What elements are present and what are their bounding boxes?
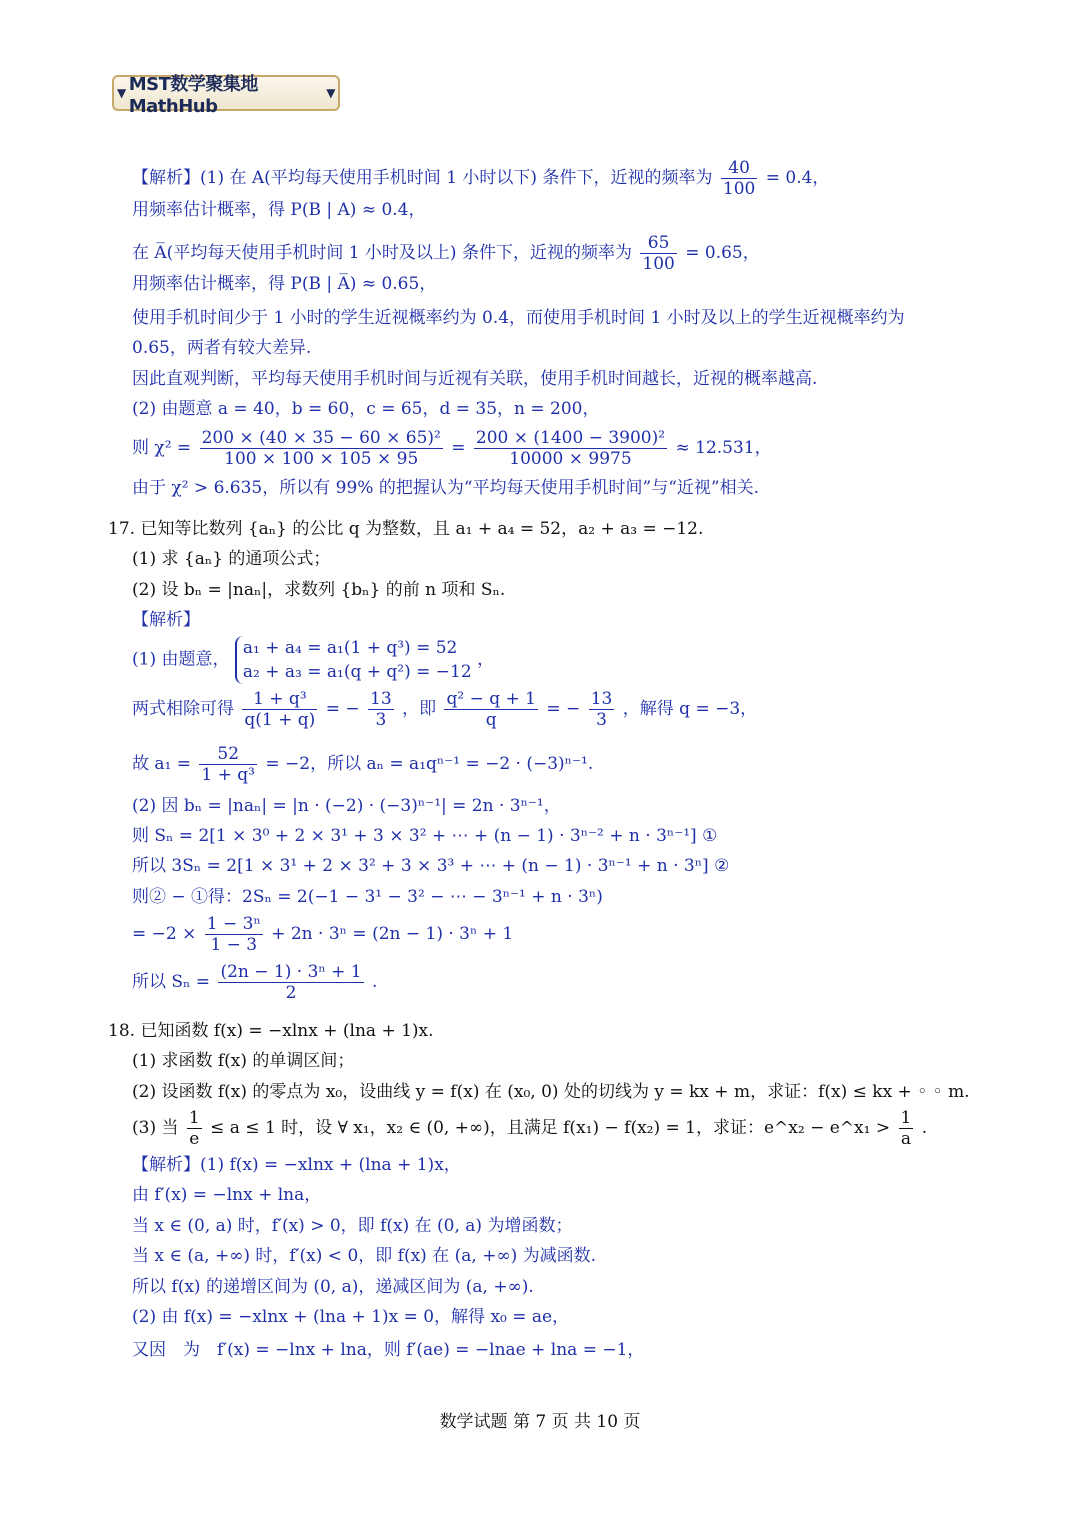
fraction [368,689,394,730]
text: = − [325,699,360,719]
q18-sol-line1: 【解析】(1) f(x) = −xlnx + (lna + 1)x， [132,1155,461,1175]
q18-title: 18. 已知函数 f(x) = −xlnx + (lna + 1)x. [108,1021,434,1041]
text: ，解得 q = −3， [622,699,758,719]
text: ≤ a ≤ 1 时，设 ∀ x₁，x₂ ∈ (0, +∞)，且满足 f(x₁) − f(x₂) = 1，求证：e^x₂ − e^x₁ > [210,1118,891,1138]
fraction [640,233,676,274]
sol16-line8: (2) 由题意 a = 40，b = 60，c = 65，d = 35，n = 200， [132,399,600,419]
triangle-down-icon: ▼ [326,86,335,100]
numerator: 200 × (1400 − 3900)² [475,428,666,448]
denominator: q [485,710,497,730]
logo-text: MST数学聚集地MathHub [128,73,258,117]
q17-part2: (2) 设 bₙ = |naₙ|，求数列 {bₙ} 的前 n 项和 Sₙ. [132,580,506,600]
numerator: 13 [590,689,613,709]
q17-sol-line6: 所以 3Sₙ = 2[1 × 3¹ + 2 × 3² + 3 × 3³ + ⋯ + (n − 1) · 3ⁿ⁻¹ + n · 3ⁿ] ② [132,856,730,876]
q18-sol-line2: 由 f′(x) = −lnx + lna， [132,1185,322,1205]
q18-sol-line4: 当 x ∈ (a, +∞) 时，f′(x) < 0，即 f(x) 在 (a, +∞) 为减函数. [132,1246,597,1266]
q18-part1: (1) 求函数 f(x) 的单调区间； [132,1051,355,1071]
sol16-line5: 使用手机时间少于 1 小时的学生近视概率约为 0.4，而使用手机时间 1 小时及以上的学生近视概率约为 [132,308,905,328]
text: ， [477,649,495,670]
denominator: 100 [642,254,675,274]
fraction [218,962,363,1003]
page-footer: 数学试题 第 7 页 共 10 页 [439,1412,641,1432]
q17-sol-line2 [132,689,757,730]
numerator: 13 [370,689,392,709]
text: = [451,438,466,458]
fraction [474,428,667,469]
q18-sol-line6: (2) 由 f(x) = −xlnx + (lna + 1)x = 0，解得 x₀ = ae， [132,1307,570,1327]
fraction [242,689,317,730]
sol16-line6: 0.65，两者有较大差异. [132,338,312,358]
mathhub-logo [112,73,340,117]
fraction [899,1108,914,1149]
q17-part1: (1) 求 {aₙ} 的通项公式； [132,549,331,569]
text: 故 a₁ = [132,754,192,774]
q17-sol-line7: 则② − ①得：2Sₙ = 2(−1 − 3¹ − 3² − ⋯ − 3ⁿ⁻¹ + n · 3ⁿ) [132,887,603,907]
q17-sol-line5: 则 Sₙ = 2[1 × 3⁰ + 2 × 3¹ + 3 × 3² + ⋯ + (n − 1) · 3ⁿ⁻² + n · 3ⁿ⁻¹] ① [132,826,718,846]
denominator: a [900,1129,911,1149]
text: 所以 Sₙ = [132,972,211,992]
text: ≈ 12.531， [675,438,772,458]
numerator: 1 [188,1108,200,1128]
denominator: 100 [722,179,756,199]
sol16-line4: 用频率估计概率，得 P(B | A̅) ≈ 0.65， [132,274,437,294]
text: . [921,1118,928,1138]
sol16-line1 [132,158,829,199]
text: = 0.65， [685,243,760,263]
fraction [205,914,263,955]
fraction [199,744,257,785]
numerator: 1 [900,1108,912,1128]
numerator: 1 + q³ [242,689,317,710]
fraction [589,689,615,730]
sol16-line9 [132,428,772,469]
q18-part2: (2) 设函数 f(x) 的零点为 x₀，设曲线 y = f(x) 在 (x₀, 0) 处的切线为 y = kx + m，求证：f(x) ≤ kx + ◦ ◦ m. [132,1082,970,1102]
text: = −2 × [132,924,197,944]
text: 则 χ² = [132,438,192,458]
denominator: e [189,1129,200,1149]
fraction [187,1108,202,1149]
text: ，即 [402,699,437,719]
text: = 0.4， [765,168,830,188]
numerator: 65 [640,233,676,254]
text: = −2，所以 aₙ = a₁qⁿ⁻¹ = −2 · (−3)ⁿ⁻¹. [265,754,594,774]
sol16-line3 [132,233,760,274]
q17-sol-line4: (2) 因 bₙ = |naₙ| = |n · (−2) · (−3)ⁿ⁻¹| = 2n · 3ⁿ⁻¹， [132,796,561,816]
denominator: 1 − 3 [210,935,258,955]
equation-system [235,636,472,684]
q18-sol-line7: 又因 为 f′(x) = −lnx + lna，则 f′(ae) = −lnae + lna = −1， [132,1340,645,1360]
text: 两式相除可得 [132,699,234,719]
numerator: (2n − 1) · 3ⁿ + 1 [220,962,362,982]
text: + 2n · 3ⁿ = (2n − 1) · 3ⁿ + 1 [271,924,514,944]
numerator: 1 − 3ⁿ [206,914,261,934]
q17-sol-label: 【解析】 [132,610,200,630]
text: (3) 当 [132,1118,179,1138]
q17-sol-line8 [132,914,513,955]
denominator: 100 × 100 × 105 × 95 [224,449,419,469]
text: . [372,972,378,992]
sol16-line7: 因此直观判断，平均每天使用手机时间与近视有关联，使用手机时间越长，近视的概率越高. [132,369,818,389]
denominator: 3 [375,710,387,730]
fraction [444,689,538,730]
text: 在 A̅(平均每天使用手机时间 1 小时及以上) 条件下，近视的频率为 [132,243,632,263]
q17-title: 17. 已知等比数列 {aₙ} 的公比 q 为整数，且 a₁ + a₄ = 52，a₂ + a₃ = −12. [108,519,704,539]
numerator: 52 [199,744,257,765]
text: = − [546,699,581,719]
q18-sol-line3: 当 x ∈ (0, a) 时，f′(x) > 0，即 f(x) 在 (0, a) 为增函数； [132,1216,573,1236]
numerator: q² − q + 1 [446,689,536,709]
q17-sol-line9 [132,962,377,1003]
sol16-line2: 用频率估计概率，得 P(B | A) ≈ 0.4， [132,200,426,220]
denominator: 10000 × 9975 [509,449,632,469]
q17-sol-line1 [132,636,494,684]
text: (1) 由题意， [132,649,230,670]
numerator: 40 [721,158,757,179]
q18-part3 [132,1108,927,1149]
numerator: 200 × (40 × 35 − 60 × 65)² [201,428,441,448]
text: 【解析】(1) 在 A(平均每天使用手机时间 1 小时以下) 条件下，近视的频率为 [132,168,713,188]
sol16-line10: 由于 χ² > 6.635，所以有 99% 的把握认为“平均每天使用手机时间”与“近视”相关. [132,478,759,498]
equation: a₁ + a₄ = a₁(1 + q³) = 52 [242,638,458,658]
q17-sol-line3 [132,744,593,785]
q18-sol-line5: 所以 f(x) 的递增区间为 (0, a)，递减区间为 (a, +∞). [132,1277,534,1297]
denominator: 2 [285,983,297,1003]
denominator: 3 [596,710,607,730]
fraction [721,158,757,199]
denominator: q(1 + q) [244,710,316,730]
equation: a₂ + a₃ = a₁(q + q²) = −12 [242,662,472,682]
triangle-down-icon: ▼ [117,86,126,100]
fraction [200,428,443,469]
denominator: 1 + q³ [201,765,255,785]
